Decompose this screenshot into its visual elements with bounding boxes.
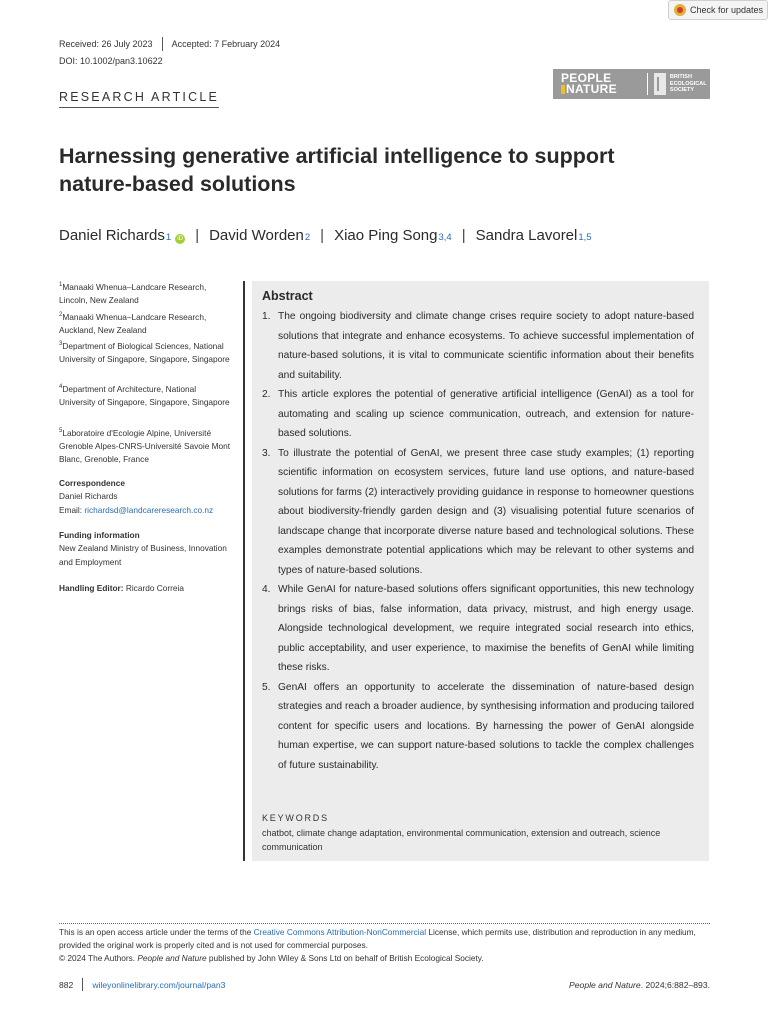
item-text: While GenAI for nature-based solutions offers significant opportunities, this new technology brings risks of bias, false information, data privacy, mistrust, and high energy usage. Alongside technological development, we require integrated social research into ethics, public acceptability, and user experience, to maximise the benefits of GenAI while limiting these risks.: [278, 584, 694, 673]
funding-heading: Funding information: [59, 530, 140, 540]
affiliation-text: Manaaki Whenua–Landcare Research, Auckland, New Zealand: [59, 311, 207, 336]
divider: [162, 37, 163, 51]
affiliation: [59, 425, 234, 467]
affiliation: [59, 279, 234, 307]
logo-line2: NATURE: [566, 82, 617, 96]
logo-line2-wrap: [561, 84, 617, 95]
received-date: Received: 26 July 2023: [59, 39, 153, 49]
footer-divider: [82, 978, 83, 991]
item-number: 5.: [262, 681, 271, 693]
affiliation-text: Laboratoire d'Ecologie Alpine, Université Grenoble Alpes-CNRS-Université Savoie Mont Blanc, Grenoble, France: [59, 427, 231, 465]
society-line: BRITISH: [669, 74, 692, 81]
check-for-updates-button[interactable]: [668, 0, 768, 20]
affiliation: [59, 309, 234, 337]
copyright-post: published by John Wiley & Sons Ltd on behalf of British Ecological Society.: [206, 953, 484, 963]
journal-wordmark: [561, 73, 617, 95]
abstract-item: [262, 444, 694, 581]
email-link[interactable]: richardsd@landcareresearch.co.nz: [84, 504, 214, 515]
logo-divider: [647, 73, 648, 95]
affiliation-sup: 2: [59, 312, 63, 318]
abstract-rule: [243, 281, 245, 861]
author-name[interactable]: David Worden: [209, 227, 304, 244]
article-title: Harnessing generative artificial intelligence to support nature-based solutions: [59, 144, 615, 196]
affiliation-sup: 1: [59, 282, 63, 288]
journal-url-link[interactable]: wileyonlinelibrary.com/journal/pan3: [92, 979, 226, 990]
author-sup: 2: [304, 232, 311, 243]
item-text: GenAI offers an opportunity to accelerate the dissemination of nature-based design strategies and reach a broader audience, by synthesising information and producing tailored content for specific users and locations. By harnessing the power of GenAI alongside human expertise, we can support nature-based solutions to tackle the complex challenges of future sustainability.: [278, 681, 694, 771]
logo-line1: PEOPLE: [561, 71, 612, 85]
author-sup: 1,5: [578, 232, 592, 243]
funding-text: New Zealand Ministry of Business, Innovation and Employment: [59, 543, 227, 567]
page-number: 882: [59, 979, 74, 990]
item-number: 4.: [262, 584, 271, 595]
license-pre: This is an open access article under the terms of the: [59, 927, 254, 937]
crossmark-icon: [674, 4, 686, 16]
author-list: [59, 227, 592, 244]
item-text: To illustrate the potential of GenAI, we present three case study examples; (1) reporting scientific information on ecosystem services, future land use options, and nature-based solutions for farms (2) interactively providing guidance in response to homeowner questions about biodiversity-friendly garden design and (3) visualising potential future scenarios of landscape change that incorporate diverse nature based and technological solutions. These examples demonstrate potential applications which may be relevant to other systems and types of nature-based solutions.: [278, 447, 694, 576]
author-name[interactable]: Xiao Ping Song: [334, 227, 438, 244]
author-sup: 3,4: [438, 232, 452, 243]
abstract-item: [262, 580, 694, 678]
item-number: 2.: [262, 389, 271, 400]
correspondence-name: Daniel Richards: [59, 491, 118, 502]
affiliation-sup: 3: [59, 341, 63, 347]
author-separator: |: [320, 227, 325, 244]
orcid-icon[interactable]: iD: [175, 234, 185, 244]
author-separator: |: [461, 227, 466, 244]
doi: DOI: 10.1002/pan3.10622: [59, 56, 163, 66]
society-line: SOCIETY: [669, 87, 695, 94]
author-name[interactable]: Sandra Lavorel: [475, 227, 578, 244]
page-footer: [59, 978, 710, 991]
affiliation: [59, 338, 234, 366]
license-divider: [59, 923, 710, 924]
abstract-item: [262, 385, 694, 444]
abstract-list: [262, 307, 694, 775]
license-link[interactable]: Creative Commons Attribution-NonCommercial: [253, 927, 427, 937]
citation: [569, 980, 710, 990]
license-text: [59, 926, 710, 965]
bes-mark-icon: [654, 73, 666, 95]
handling-editor: [59, 582, 234, 595]
affiliation-sup: 4: [59, 384, 63, 390]
society-line: ECOLOGICAL: [669, 80, 707, 87]
item-number: 1.: [262, 311, 271, 322]
correspondence-block: [59, 477, 234, 517]
keywords-text: chatbot, climate change adaptation, environmental communication, extension and outreach, science communication: [262, 828, 661, 852]
affiliation-sup: 5: [59, 428, 63, 434]
citation-journal: People and Nature: [569, 979, 641, 990]
funding-block: [59, 529, 234, 569]
citation-rest: . 2024;6:882–893.: [640, 979, 710, 990]
item-text: The ongoing biodiversity and climate change crises require society to adopt nature-based solutions that integrate and enhance ecosystems. To achieve successful implementation of nature-based solutions, it is vital to communicate scientific information about their benefits and suitability.: [278, 311, 694, 381]
handling-editor-name: Ricardo Correia: [125, 583, 184, 593]
copyright-journal: People and Nature: [137, 953, 207, 963]
keywords-heading: KEYWORDS: [262, 813, 329, 823]
correspondence-heading: Correspondence: [59, 478, 125, 488]
journal-logo: [553, 69, 710, 99]
check-for-updates-label: Check for updates: [690, 5, 764, 15]
handling-editor-label: Handling Editor:: [59, 583, 126, 593]
abstract-item: [262, 307, 694, 385]
author-separator: |: [195, 227, 200, 244]
affiliation-text: Manaaki Whenua–Landcare Research, Lincoln, New Zealand: [59, 281, 207, 306]
author-sup: 1: [165, 232, 172, 243]
license-post: License, which permits use, distribution and reproduction in any medium, provided the original work is properly cited and is not used for commercial purposes.: [59, 927, 696, 950]
correspondence-email-line: [59, 504, 234, 517]
society-name: [670, 74, 707, 94]
item-text: This article explores the potential of generative artificial intelligence (GenAI) as a tool for automating and scaling up science communication, outreach, and extension for nature-based solutions.: [278, 389, 694, 439]
affiliation-text: Department of Biological Sciences, National University of Singapore, Singapore, Singapore: [59, 340, 230, 365]
accepted-date: Accepted: 7 February 2024: [171, 39, 281, 49]
article-type: RESEARCH ARTICLE: [59, 90, 219, 108]
abstract-item: [262, 678, 694, 776]
affiliation: [59, 381, 234, 409]
copyright-pre: © 2024 The Authors.: [59, 953, 138, 963]
email-label: Email:: [59, 504, 85, 515]
dates-line: [59, 37, 280, 51]
logo-bar-icon: [561, 85, 565, 94]
item-number: 3.: [262, 447, 271, 459]
author-name[interactable]: Daniel Richards: [59, 227, 165, 244]
affiliation-text: Department of Architecture, National University of Singapore, Singapore, Singapore: [59, 383, 230, 408]
abstract-heading: Abstract: [262, 289, 313, 303]
